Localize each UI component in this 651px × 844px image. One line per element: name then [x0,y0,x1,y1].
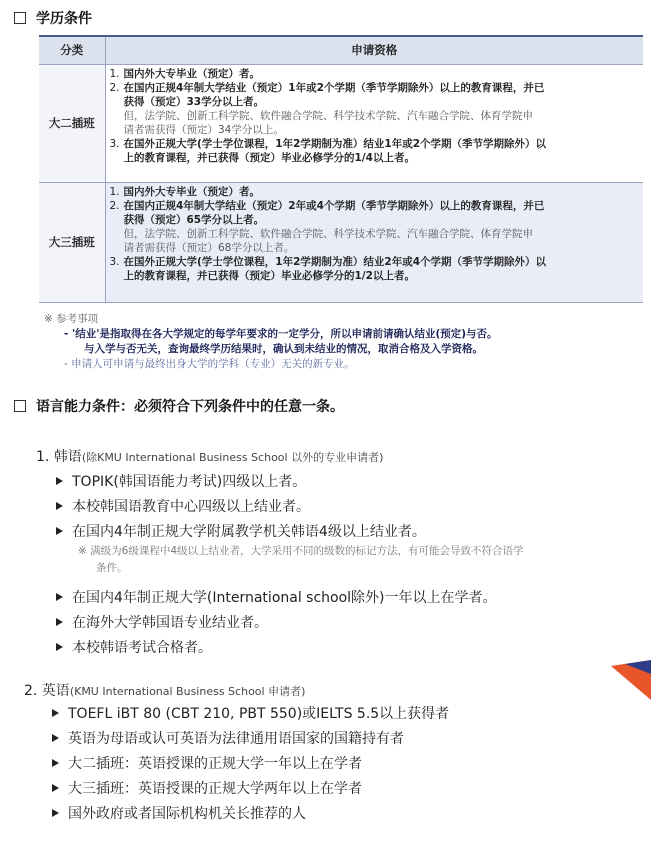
list-item: 英语为母语或认可英语为法律通用语国家的国籍持有者 [52,725,449,750]
language-section-title: 语言能力条件：必须符合下列条件中的任意一条。 [36,399,344,415]
education-section-header [14,8,92,28]
english-title: 2. 英语 (KMU International Business School 申请者) [24,683,306,699]
triangle-bullet-icon [56,527,63,535]
reference-line: - '结业'是指取得在各大学规定的每学年要求的一定学分，所以申请前请确认结业(预定)与否。 [64,328,498,340]
requirements-table [39,35,643,303]
list-item: 在海外大学韩国语专业结业者。 [56,609,497,634]
category-junior: 大三插班 [39,182,105,302]
list-item-cont: 获得（预定）65学分以上者。 [123,213,265,226]
table-row [39,64,643,182]
list-item: 3. 在国外正规大学(学士学位课程，1年2学期制为准）结业1年或2个学期（季节学期除外）以 [109,137,547,150]
list-item: 大二插班：英语授课的正规大学一年以上在学者 [52,750,449,775]
triangle-bullet-icon [56,643,63,651]
triangle-bullet-icon [52,709,59,717]
list-item-note: 但，法学院、创新工科学院、软件融合学院、科学技术学院、汽车融合学院、体育学院申 [123,227,533,240]
checkbox-square-icon [14,12,26,24]
references-block [44,312,644,372]
list-item: 本校韩国语教育中心四级以上结业者。 [56,493,426,518]
korean-list [56,468,426,543]
list-item: 在国内4年制正规大学(International school除外)一年以上在学者。 [56,584,497,609]
list-item-note: 但，法学院、创新工科学院、软件融合学院、科学技术学院、汽车融合学院、体育学院申 [123,109,533,122]
triangle-bullet-icon [52,784,59,792]
english-list [52,700,449,825]
corner-accent-icon [611,660,651,700]
triangle-bullet-icon [52,809,59,817]
education-section-title: 学历条件 [36,11,92,27]
list-item: 国外政府或者国际机构机关长推荐的人 [52,800,449,825]
table-header-qualification: 申请资格 [105,36,643,64]
list-item: TOEFL iBT 80 (CBT 210, PBT 550)或IELTS 5.5以上获得者 [52,700,449,725]
qualification-list [105,64,643,182]
list-item-cont: 上的教育课程，并已获得（预定）毕业必修学分的1/2以上者。 [123,269,415,282]
list-item: 大三插班：英语授课的正规大学两年以上在学者 [52,775,449,800]
triangle-bullet-icon [52,759,59,767]
list-item: 2. 在国内正规4年制大学结业（预定）1年或2个学期（季节学期除外）以上的教育课程，并已 [109,81,545,94]
list-item: 在国内4年制正规大学附属教学机关韩语4级以上结业者。 [56,518,426,543]
triangle-bullet-icon [56,618,63,626]
korean-list-2 [56,584,497,659]
list-item: 3. 在国外正规大学(学士学位课程，1年2学期制为准）结业2年或4个学期（季节学期除外）以 [109,255,547,268]
triangle-bullet-icon [52,734,59,742]
list-item: TOPIK(韩国语能力考试)四级以上者。 [56,468,426,493]
checkbox-square-icon [14,400,26,412]
qualification-list [105,182,643,302]
table-row [39,182,643,302]
table-header-category: 分类 [39,36,105,64]
list-item-note: 请者需获得（预定）34学分以上。 [123,123,284,136]
list-item: 1. 国内外大专毕业（预定）者。 [109,185,260,198]
korean-subtitle: (除KMU International Business School 以外的专业申请者) [81,451,384,464]
triangle-bullet-icon [56,593,63,601]
triangle-bullet-icon [56,477,63,485]
korean-title: 1. 韩语 (除KMU International Business School 以外的专业申请者) [36,449,384,465]
references-title: ※ 参考事项 [44,313,99,325]
reference-line: - 申请人可申请与最终出身大学的学科（专业）无关的新专业。 [64,358,355,370]
english-subtitle: (KMU International Business School 申请者) [69,685,306,698]
reference-line: 与入学与否无关，查询最终学历结果时，确认到未结业的情况，取消合格及入学资格。 [84,343,483,355]
category-sophomore: 大二插班 [39,64,105,182]
triangle-bullet-icon [56,502,63,510]
list-item: 1. 国内外大专毕业（预定）者。 [109,67,260,80]
list-item-cont: 上的教育课程，并已获得（预定）毕业必修学分的1/4以上者。 [123,151,415,164]
korean-note: ※ 满级为6级课程中4级以上结业者，大学采用不同的级数的标记方法，有可能会导致不符合语学 条件。 [78,545,524,574]
list-item: 2. 在国内正规4年制大学结业（预定）2年或4个学期（季节学期除外）以上的教育课程，并已 [109,199,545,212]
list-item-cont: 获得（预定）33学分以上者。 [123,95,265,108]
language-section-header [14,396,344,416]
list-item-note: 请者需获得（预定）68学分以上者。 [123,241,295,254]
list-item: 本校韩语考试合格者。 [56,634,497,659]
